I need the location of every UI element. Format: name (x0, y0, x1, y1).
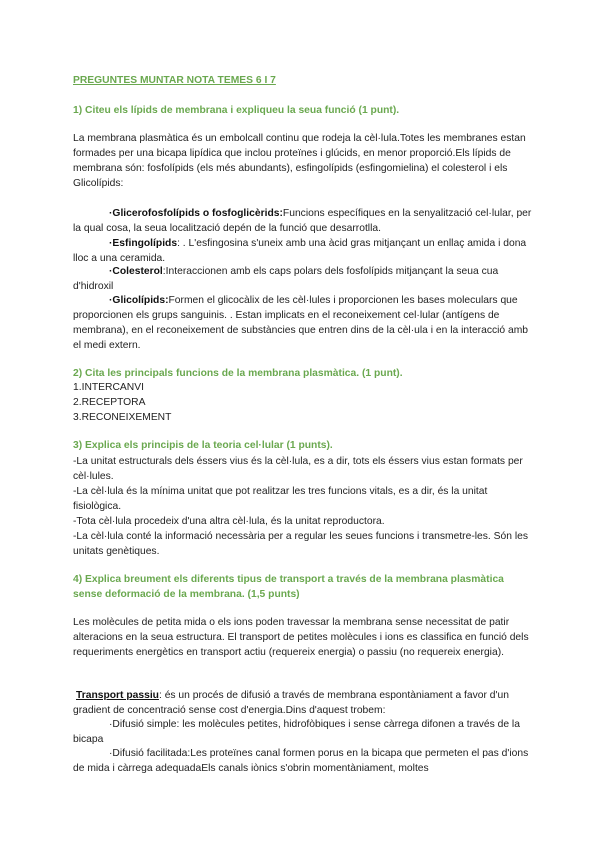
list-item: -Tota cèl·lula procedeix d'una altra cèl·lula, és la unitat reproductora. (73, 516, 385, 527)
q1-intro: La membrana plasmàtica és un embolcall continu que rodeja la cèl·lula.Totes les membranes estan formades per una bicapa lipídica que inclou proteïnes i glúcids, en menor proporció.Els lípids de membrana són: fosfolípids (els més abundants), esfingolípids (esfingomielina) el colesterol i els Glicolípids: (73, 133, 526, 189)
q1-item-glicerofosfolipids (73, 206, 533, 236)
q1-item-colesterol (73, 264, 533, 294)
list-item: -La unitat estructurals dels éssers vius és la cèl·lula, es a dir, tots els éssers vius estan formats per cèl·lules. (73, 456, 523, 482)
q4-heading: 4) Explica breument els diferents tipus de transport a través de la membrana plasmàtica sense deformació de la membrana. (1,5 punts) (73, 574, 504, 600)
q1-item-glicolipids (73, 293, 533, 353)
q4-intro: Les molècules de petita mida o els ions poden travessar la membrana sense necessitat de patir alteracions en la seua estructura. El transport de petites molècules i ions es classifica en funció dels requeriments energètics en transport actiu (requereix energia) o passiu (no requereix energia). (73, 617, 529, 658)
q1-item-esfingolipids (73, 236, 533, 266)
list-item: -La cèl·lula és la mínima unitat que pot realitzar les tres funcions vitals, es a dir, és la unitat fisiològica. (73, 486, 488, 512)
q4-passive-text: : és un procés de difusió a través de membrana espontàniament a favor d'un gradient de concentració sense cost d'energia.Dins d'aquest trobem: (73, 690, 509, 716)
q4-passive-term: Transport passiu (76, 690, 159, 701)
list-item: 2.RECEPTORA (73, 397, 146, 408)
q4-passive-paragraph (73, 688, 533, 718)
q3-heading: 3) Explica els principis de la teoria cel·lular (1 punts). (73, 440, 333, 451)
q2-list (73, 380, 533, 425)
q1-heading: 1) Citeu els lípids de membrana i expliqueu la seua funció (1 punt). (73, 105, 400, 116)
q1-term: ·Glicerofosfolípids o fosfoglicèrids: (109, 208, 283, 219)
q4-simple-diffusion: ·Difusió simple: les molècules petites, hidrofòbiques i sense càrrega difonen a través de la bicapa (73, 719, 520, 745)
q3-list (73, 454, 533, 559)
q1-term: ·Colesterol (109, 266, 163, 277)
q1-text: Formen el glicocàlix de les cèl·lules i proporcionen les bases moleculars que proporcionen els grups sanguinis. . Estan implicats en el reconeixement cel·lular (antígens de membrana), en el reconeixement de substàncies que entren dins de la cèl·ula i en la interacció amb el medi extern. (73, 295, 529, 351)
q1-text: Funcions específiques en la senyalització cel·lular, per la qual cosa, la seua localització depén de la funció que desarrotlla. (73, 208, 532, 234)
q4-facilitated-diffusion: ·Difusió facilitada:Les proteïnes canal formen porus en la bicapa que permeten el pas d'ions de mida i càrrega adequadaEls canals iònics s'obrin momentàniament, moltes (73, 748, 529, 774)
q1-term: ·Esfingolípids (109, 238, 178, 249)
list-item: 3.RECONEIXEMENT (73, 412, 172, 423)
q1-text: : . L'esfingosina s'uneix amb una àcid gras mitjançant un enllaç amida i dona lloc a una ceramida. (73, 238, 527, 264)
q1-term: ·Glicolípids: (109, 295, 169, 306)
list-item: -La cèl·lula conté la informació necessària per a regular les seues funcions i transmetre-les. Són les unitats genètiques. (73, 531, 528, 557)
list-item: 1.INTERCANVI (73, 382, 144, 393)
q2-heading: 2) Cita les principals funcions de la membrana plasmàtica. (1 punt). (73, 368, 403, 379)
q1-text: :Interaccionen amb els caps polars dels fosfolípids mitjançant la seua cua d'hidroxil (73, 266, 499, 292)
document-title: PREGUNTES MUNTAR NOTA TEMES 6 I 7 (73, 75, 276, 86)
